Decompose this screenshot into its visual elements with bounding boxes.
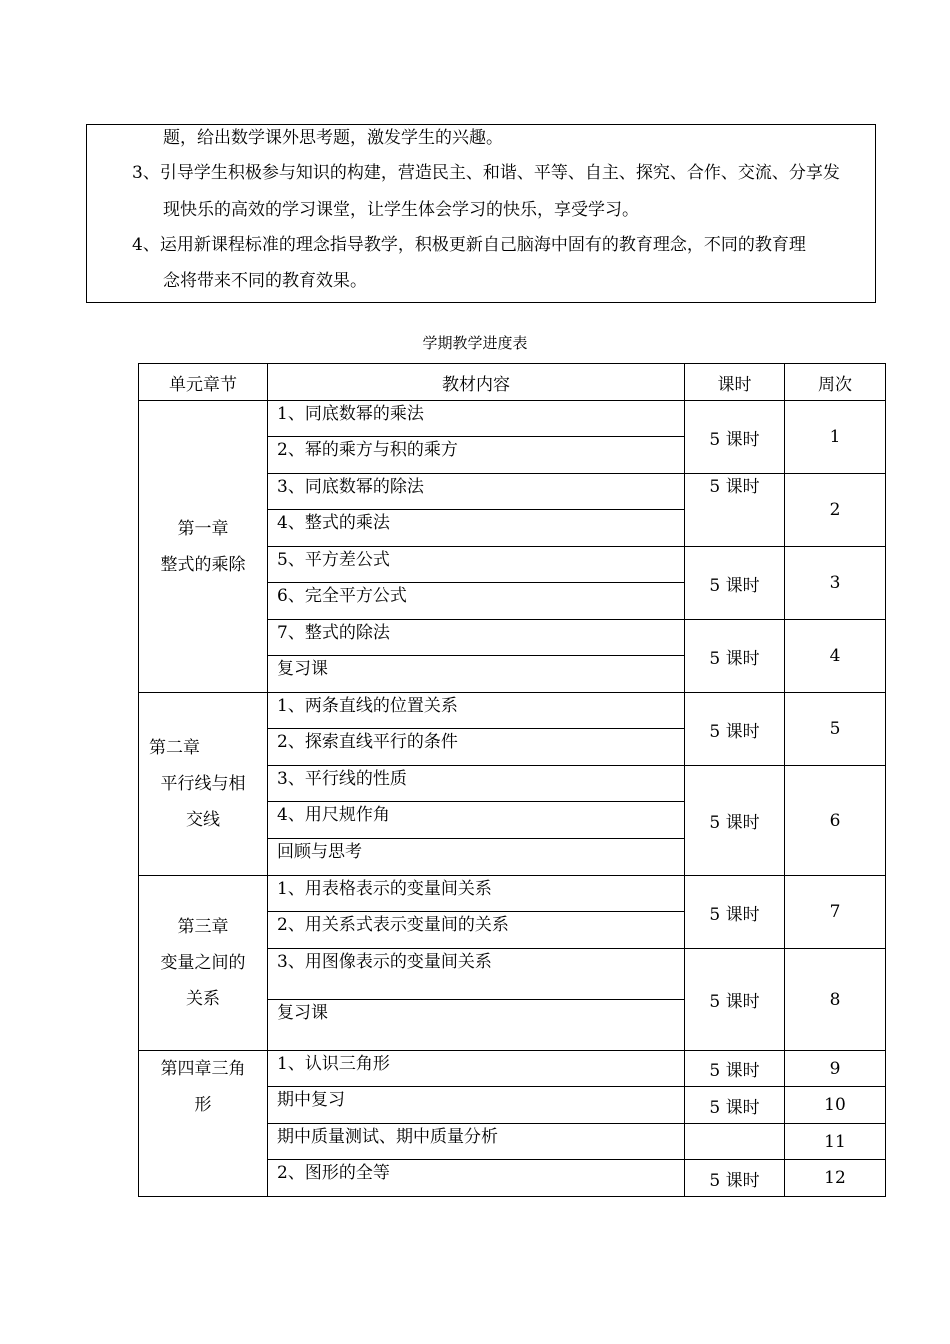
item-15: 2、用关系式表示变量间的关系: [268, 912, 685, 949]
schedule-table: [138, 363, 886, 1197]
hours-10: 5 课时: [685, 1087, 785, 1124]
chapter-3-cell: [139, 876, 268, 1051]
hours-11-empty: [685, 1124, 785, 1160]
item-14: 1、用表格表示的变量间关系: [268, 876, 685, 912]
item-17: 复习课: [268, 1000, 685, 1051]
item-2: 2、幂的乘方与积的乘方: [268, 437, 685, 474]
week-1: 1: [785, 401, 886, 474]
table-row: [139, 1051, 886, 1087]
item-9: 1、两条直线的位置关系: [268, 693, 685, 729]
item-5: 5、平方差公式: [268, 547, 685, 583]
week-5: 5: [785, 693, 886, 766]
chapter-2-title: 第二章: [149, 738, 200, 758]
note-line-5: 念将带来不同的教育效果。: [163, 271, 367, 291]
hours-1: 5 课时: [685, 401, 785, 474]
item-3: 3、同底数幂的除法: [268, 474, 685, 510]
chapter-2-subtitle-cont: 交线: [186, 810, 220, 830]
header-chapter: 单元章节: [139, 364, 268, 401]
item-8: 复习课: [268, 656, 685, 693]
chapter-2-subtitle: 平行线与相: [160, 774, 246, 794]
chapter-2-cell: [139, 693, 268, 876]
chapter-1-cell: [139, 401, 268, 693]
chapter-4-title: 第四章三角: [160, 1059, 246, 1079]
chapter-1-title: 第一章: [177, 518, 229, 539]
hours-5: 5 课时: [685, 693, 785, 766]
chapter-1-subtitle: 整式的乘除: [160, 554, 246, 575]
week-11: 11: [785, 1124, 886, 1160]
hours-4: 5 课时: [685, 620, 785, 693]
week-7: 7: [785, 876, 886, 949]
week-9: 9: [785, 1051, 886, 1087]
week-2: 2: [785, 474, 886, 547]
note-line-4: 4、运用新课程标准的理念指导教学，积极更新自己脑海中固有的教育理念，不同的教育理: [132, 235, 806, 255]
hours-2: 5 课时: [685, 474, 785, 547]
hours-9: 5 课时: [685, 1051, 785, 1087]
week-12: 12: [785, 1160, 886, 1197]
item-21: 2、图形的全等: [268, 1160, 685, 1197]
hours-6: 5 课时: [685, 766, 785, 876]
note-line-3: 现快乐的高效的学习课堂，让学生体会学习的快乐，享受学习。: [163, 200, 639, 220]
week-4: 4: [785, 620, 886, 693]
item-6: 6、完全平方公式: [268, 583, 685, 620]
table-caption: 学期教学进度表: [422, 334, 528, 352]
header-content: 教材内容: [268, 364, 685, 401]
hours-8: 5 课时: [685, 949, 785, 1051]
header-row: [139, 364, 886, 401]
notes-box: [86, 124, 876, 303]
item-19: 期中复习: [268, 1087, 685, 1124]
table-row: [139, 876, 886, 912]
chapter-4-subtitle: 形: [194, 1095, 212, 1115]
item-12: 4、用尺规作角: [268, 802, 685, 839]
week-10: 10: [785, 1087, 886, 1124]
item-11: 3、平行线的性质: [268, 766, 685, 802]
table-row: [139, 401, 886, 437]
header-hours: 课时: [685, 364, 785, 401]
item-7: 7、整式的除法: [268, 620, 685, 656]
table-row: [139, 693, 886, 729]
item-1: 1、同底数幂的乘法: [268, 401, 685, 437]
hours-12: 5 课时: [685, 1160, 785, 1197]
item-13: 回顾与思考: [268, 839, 685, 876]
week-6: 6: [785, 766, 886, 876]
chapter-4-cell: [139, 1051, 268, 1197]
note-line-2: 3、引导学生积极参与知识的构建，营造民主、和谐、平等、自主、探究、合作、交流、分享发: [132, 163, 840, 183]
week-3: 3: [785, 547, 886, 620]
item-4: 4、整式的乘法: [268, 510, 685, 547]
item-10: 2、探索直线平行的条件: [268, 729, 685, 766]
item-18: 1、认识三角形: [268, 1051, 685, 1087]
week-8: 8: [785, 949, 886, 1051]
item-20: 期中质量测试、期中质量分析: [268, 1124, 685, 1160]
note-line-1: 题，给出数学课外思考题，激发学生的兴趣。: [163, 128, 503, 148]
header-week: 周次: [785, 364, 886, 401]
hours-3: 5 课时: [685, 547, 785, 620]
item-16: 3、用图像表示的变量间关系: [268, 949, 685, 1000]
chapter-3-subtitle-cont: 关系: [186, 989, 220, 1009]
hours-7: 5 课时: [685, 876, 785, 949]
chapter-3-title: 第三章: [177, 917, 229, 937]
chapter-3-subtitle: 变量之间的: [160, 953, 246, 973]
